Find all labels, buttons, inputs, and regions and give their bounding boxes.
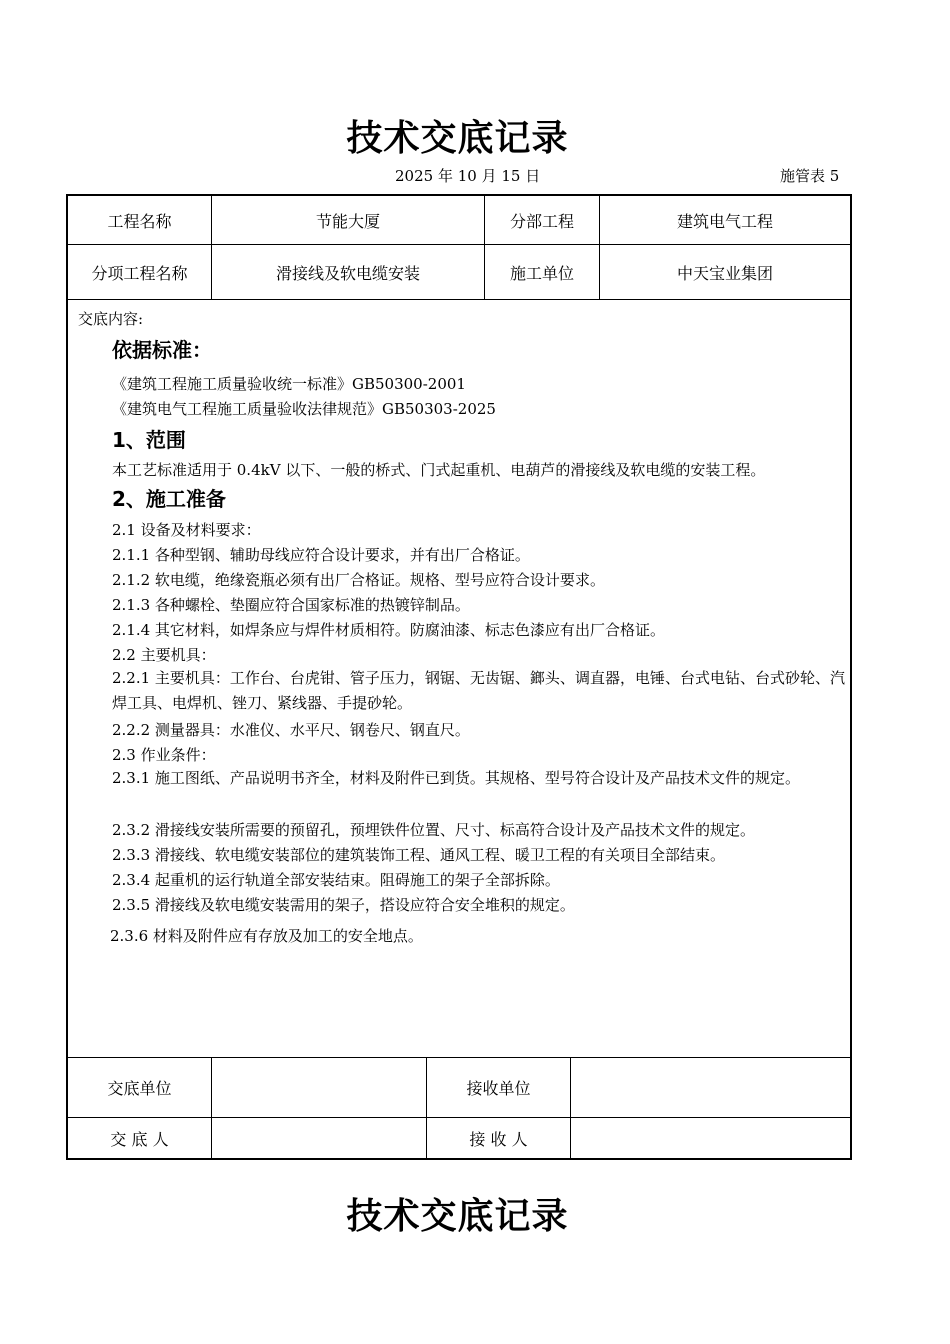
list-item: 2.1.4 其它材料，如焊条应与焊件材质相符。防腐油漆、标志色漆应有出厂合格证。 [112, 621, 665, 639]
list-item: 2.3.4 起重机的运行轨道全部安装结束。阻碍施工的架子全部拆除。 [112, 871, 560, 889]
section-2-heading: 2、施工准备 [112, 487, 226, 511]
list-item: 2.2.1 主要机具：工作台、台虎钳、管子压力，钢锯、无齿锯、鎯头、调直器，电锤、台式电钻、台式砂轮、汽焊工具、电焊机、锉刀、紧线器、手提砂轮。 [112, 669, 845, 712]
list-item: 2.3.6 材料及附件应有存放及加工的安全地点。 [110, 927, 423, 945]
receiver-field[interactable] [571, 1118, 850, 1158]
section-1-heading: 1、范围 [112, 428, 186, 452]
next-page-title: 技术交底记录 [346, 1196, 569, 1237]
project-name-label: 工程名称 [107, 211, 172, 231]
issuer-unit-label: 交底单位 [107, 1079, 172, 1098]
receiver-label: 接 收 人 [469, 1129, 528, 1149]
list-item: 2.1 设备及材料要求： [112, 521, 261, 539]
issuer-label: 交 底 人 [110, 1129, 169, 1149]
receiver-unit-field[interactable] [571, 1058, 850, 1117]
receiver-unit-label: 接收单位 [466, 1079, 531, 1098]
division-label: 分部工程 [509, 211, 574, 231]
section-1-text: 本工艺标准适用于 0.4kV 以下、一般的桥式、门式起重机、电葫芦的滑接线及软电缆的安装工程。 [112, 461, 766, 479]
subitem-value: 滑接线及软电缆安装 [275, 263, 420, 283]
list-item: 2.3.2 滑接线安装所需要的预留孔，预埋铁件位置、尺寸、标高符合设计及产品技术文件的规定。 [112, 821, 755, 839]
list-item: 2.1.2 软电缆，绝缘瓷瓶必须有出厂合格证。规格、型号应符合设计要求。 [112, 571, 605, 589]
list-item: 2.2 主要机具： [112, 646, 216, 664]
contractor-value: 中天宝业集团 [676, 263, 773, 283]
list-item: 2.3.3 滑接线、软电缆安装部位的建筑装饰工程、通风工程、暖卫工程的有关项目全部结束。 [112, 846, 725, 864]
list-item: 2.1.3 各种螺栓、垫圈应符合国家标准的热镀锌制品。 [112, 596, 470, 614]
division-value: 建筑电气工程 [676, 211, 773, 231]
contractor-label: 施工单位 [509, 263, 574, 283]
record-table [66, 194, 852, 1160]
standard-1: 《建筑工程施工质量验收统一标准》GB50300-2001 [112, 375, 466, 393]
form-number: 施管表 5 [780, 167, 840, 185]
content-label: 交底内容: [78, 310, 144, 328]
document-title: 技术交底记录 [346, 118, 569, 159]
list-item: 2.3 作业条件： [112, 746, 216, 764]
issuer-unit-field[interactable] [212, 1058, 426, 1117]
list-item: 2.3.1 施工图纸、产品说明书齐全，材料及附件已到货。其规格、型号符合设计及产品技术文件的规定。 [112, 769, 800, 787]
basis-heading: 依据标准： [112, 338, 212, 362]
list-item: 2.2.2 测量器具：水准仪、水平尺、钢卷尺、钢直尺。 [112, 721, 470, 739]
list-item: 2.3.5 滑接线及软电缆安装需用的架子，搭设应符合安全堆积的规定。 [112, 896, 575, 914]
record-date: 2025 年 10 月 15 日 [395, 167, 541, 185]
subitem-label: 分项工程名称 [91, 263, 188, 283]
standard-2: 《建筑电气工程施工质量验收法律规范》GB50303-2025 [112, 400, 496, 418]
list-item: 2.1.1 各种型钢、辅助母线应符合设计要求，并有出厂合格证。 [112, 546, 530, 564]
issuer-field[interactable] [212, 1118, 426, 1158]
project-name-value: 节能大厦 [315, 211, 380, 231]
